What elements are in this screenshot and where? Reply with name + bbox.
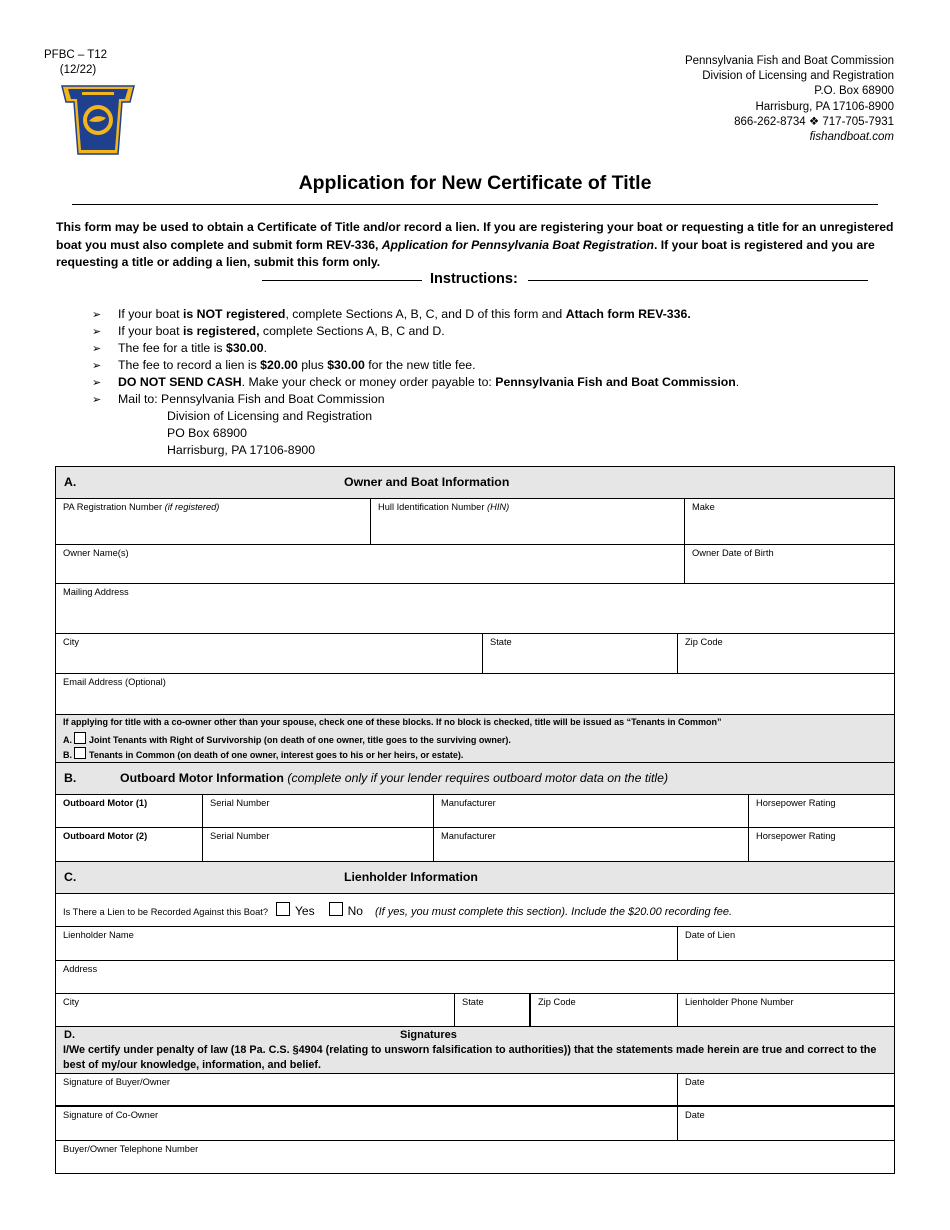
- address-phones: 866-262-8734 ❖ 717-705-7931: [734, 115, 894, 128]
- text: . Make your check or money order payable to:: [241, 375, 496, 389]
- field-label: Date: [685, 1110, 705, 1120]
- section-title: [120, 771, 668, 785]
- coowner-signature-field[interactable]: [56, 1107, 678, 1140]
- text-bold: Attach form REV-336.: [565, 307, 691, 321]
- buyer-telephone-field[interactable]: [56, 1141, 894, 1173]
- coowner-options: [56, 715, 894, 763]
- lien-no-checkbox[interactable]: [329, 902, 343, 916]
- field-label: Manufacturer: [441, 831, 496, 841]
- section-letter: C.: [64, 870, 77, 884]
- mail-line: Harrisburg, PA 17106-8900: [167, 443, 316, 457]
- title-divider: [72, 204, 878, 205]
- form-row: [56, 1107, 894, 1141]
- field-label: Address: [63, 964, 98, 974]
- text-bold: DO NOT SEND CASH: [118, 375, 242, 389]
- field-label: Zip Code: [685, 637, 723, 647]
- field-label: Owner Date of Birth: [692, 548, 774, 558]
- text: complete Sections A, B, C and D.: [259, 324, 445, 338]
- form-row: [56, 634, 894, 674]
- arrow-bullet-icon: ➢: [92, 326, 102, 338]
- section-title: Signatures: [400, 1029, 457, 1041]
- field-label: Serial Number: [210, 798, 270, 808]
- hin-field[interactable]: [371, 499, 685, 544]
- pa-registration-field[interactable]: [56, 499, 371, 544]
- lienholder-city-field[interactable]: [56, 994, 455, 1026]
- section-d-header: [56, 1027, 894, 1074]
- address-website[interactable]: fishandboat.com: [809, 131, 894, 144]
- motor-2-manufacturer-field[interactable]: [434, 828, 749, 861]
- instruction-item: [92, 340, 267, 358]
- field-label: City: [63, 997, 80, 1007]
- field-label: Horsepower Rating: [756, 798, 836, 808]
- lienholder-address-field[interactable]: [56, 961, 894, 993]
- arrow-bullet-icon: ➢: [92, 360, 102, 372]
- text: Mail to: Pennsylvania Fish and Boat Commission: [118, 392, 385, 406]
- field-label: State: [490, 637, 512, 647]
- form-row: [56, 961, 894, 994]
- option-letter: A.: [63, 735, 72, 745]
- address-line-1: Pennsylvania Fish and Boat Commission: [684, 55, 894, 67]
- text-bold: $20.00: [260, 358, 298, 372]
- text-bold: $30.00: [226, 341, 264, 355]
- arrow-bullet-icon: ➢: [92, 377, 102, 389]
- field-label: Make: [692, 502, 715, 512]
- text: The fee for a title is: [118, 341, 226, 355]
- intro-part-1: This form may be used to obtain a Certificate of Title and/or record a lien. If you are registering your boat or requesting a title for an unregistered boat you must also complete and submit form REV-336,: [56, 220, 894, 252]
- form-row: [56, 1141, 894, 1173]
- field-label: [63, 502, 219, 512]
- email-field[interactable]: [56, 674, 894, 714]
- field-label: Signature of Buyer/Owner: [63, 1077, 170, 1087]
- instruction-item: [92, 357, 476, 375]
- instructions-rule-left: [262, 280, 422, 281]
- address-line-2: Division of Licensing and Registration: [702, 70, 894, 83]
- arrow-bullet-icon: ➢: [92, 343, 102, 355]
- lienholder-zip-field[interactable]: [531, 994, 678, 1026]
- form-row: [56, 994, 894, 1027]
- text: .: [735, 375, 740, 389]
- intro-part-2: . If your boat is registered and you are requesting a title or adding a lien, submit this form only.: [56, 237, 875, 269]
- field-label: Signature of Co-Owner: [63, 1110, 159, 1120]
- text: The fee to record a lien is: [118, 358, 261, 372]
- form-row: [56, 1074, 894, 1107]
- coowner-signature-date-field[interactable]: [678, 1107, 894, 1140]
- instructions-rule-right: [528, 280, 868, 281]
- label-text: Hull Identification Number: [378, 502, 488, 512]
- lien-question-row: [56, 894, 894, 927]
- option-label: Tenants in Common (on death of one owner, interest goes to his or her heirs, or estate).: [89, 750, 464, 760]
- coowner-note: If applying for title with a co-owner other than your spouse, check one of these blocks. If no block is checked, title will be issued as “Tenants in Common”: [63, 717, 722, 727]
- owner-dob-field[interactable]: [685, 545, 894, 583]
- lien-date-field[interactable]: [678, 927, 894, 960]
- lienholder-name-field[interactable]: [56, 927, 678, 960]
- field-label: Outboard Motor (1): [63, 798, 148, 808]
- field-label: Mailing Address: [63, 587, 129, 597]
- section-title: Lienholder Information: [344, 870, 478, 884]
- text-bold: is registered,: [182, 324, 260, 338]
- field-label: [378, 502, 509, 512]
- field-label: Date: [685, 1077, 705, 1087]
- form-row: [56, 499, 894, 545]
- mailing-address-field[interactable]: [56, 584, 894, 633]
- section-letter: B.: [64, 771, 77, 785]
- arrow-bullet-icon: ➢: [92, 309, 102, 321]
- text: .: [263, 341, 268, 355]
- mail-line: PO Box 68900: [167, 426, 247, 440]
- motor-1-serial-field[interactable]: [203, 795, 434, 827]
- instruction-item: [92, 306, 691, 324]
- joint-tenants-checkbox[interactable]: [74, 732, 86, 744]
- title-note: (complete only if your lender requires outboard motor data on the title): [287, 771, 669, 785]
- section-a-header: [56, 467, 894, 499]
- certification-statement: I/We certify under penalty of law (18 Pa. C.S. §4904 (relating to unsworn falsification to authorities)) that the statements made herein are true and correct to the best of my/our knowledge, information, and belief.: [63, 1044, 877, 1071]
- form-id-block: [44, 48, 108, 78]
- field-label: Email Address (Optional): [63, 677, 166, 687]
- label-text: PA Registration Number: [63, 502, 165, 512]
- page-title: Application for New Certificate of Title: [298, 172, 652, 194]
- lien-note: (If yes, you must complete this section). Include the $20.00 recording fee.: [374, 906, 733, 918]
- address-line-3: P.O. Box 68900: [814, 85, 894, 98]
- mail-line: Division of Licensing and Registration: [167, 409, 373, 423]
- section-letter: A.: [64, 475, 77, 489]
- instructions-heading: Instructions:: [430, 271, 518, 287]
- text: , complete Sections A, B, C, and D of this form and: [285, 307, 566, 321]
- text: plus: [297, 358, 328, 372]
- section-title: Owner and Boat Information: [344, 475, 510, 489]
- instruction-item: [92, 374, 739, 392]
- motor-row: [56, 795, 894, 828]
- instruction-item: [92, 391, 385, 409]
- text-bold: $30.00: [327, 358, 365, 372]
- field-label: Manufacturer: [441, 798, 496, 808]
- section-letter: D.: [64, 1029, 75, 1041]
- form-date: (12/22): [59, 64, 97, 76]
- instruction-item: [92, 323, 445, 341]
- lienholder-state-field[interactable]: [455, 994, 531, 1026]
- option-label: Joint Tenants with Right of Survivorship (on death of one owner, title goes to the surviving owner).: [89, 735, 511, 745]
- agency-address: [685, 54, 894, 145]
- field-label: City: [63, 637, 80, 647]
- text-bold: Pennsylvania Fish and Boat Commission: [495, 375, 736, 389]
- form-row: [56, 927, 894, 961]
- pfbc-keystone-logo-icon: [60, 80, 136, 156]
- form-row: [56, 674, 894, 715]
- label-note: (HIN): [487, 502, 510, 512]
- label-note: (if registered): [164, 502, 220, 512]
- text: If your boat: [118, 307, 183, 321]
- no-label: No: [347, 904, 363, 918]
- make-field[interactable]: [685, 499, 894, 544]
- field-label: Outboard Motor (2): [63, 831, 148, 841]
- form-row: [56, 584, 894, 634]
- field-label: Lienholder Phone Number: [685, 997, 794, 1007]
- form-id: PFBC – T12: [44, 49, 108, 61]
- section-c-header: [56, 862, 894, 894]
- motor-2-label-cell: [56, 828, 203, 861]
- intro-italic: Application for Pennsylvania Boat Registration: [381, 237, 654, 252]
- buyer-signature-field[interactable]: [56, 1074, 678, 1105]
- question-text: Is There a Lien to be Recorded Against this Boat?: [63, 907, 269, 917]
- title-text: Outboard Motor Information: [120, 771, 288, 785]
- field-label: Horsepower Rating: [756, 831, 836, 841]
- buyer-signature-date-field[interactable]: [678, 1074, 894, 1105]
- section-b-header: [56, 763, 894, 795]
- field-label: Zip Code: [538, 997, 576, 1007]
- intro-paragraph: [56, 219, 898, 272]
- zip-field[interactable]: [678, 634, 894, 673]
- arrow-bullet-icon: ➢: [92, 394, 102, 406]
- motor-row: [56, 828, 894, 862]
- city-field[interactable]: [56, 634, 483, 673]
- address-line-4: Harrisburg, PA 17106-8900: [755, 100, 894, 113]
- motor-2-hp-field[interactable]: [749, 828, 894, 861]
- form-row: [56, 545, 894, 584]
- state-field[interactable]: [483, 634, 678, 673]
- field-label: Date of Lien: [685, 930, 736, 940]
- option-letter: B.: [63, 750, 72, 760]
- motor-1-manufacturer-field[interactable]: [434, 795, 749, 827]
- field-label: State: [462, 997, 484, 1007]
- text: for the new title fee.: [364, 358, 476, 372]
- field-label: Owner Name(s): [63, 548, 129, 558]
- option-a: [63, 732, 511, 745]
- motor-2-serial-field[interactable]: [203, 828, 434, 861]
- field-label: Serial Number: [210, 831, 270, 841]
- lienholder-phone-field[interactable]: [678, 994, 894, 1026]
- field-label: Buyer/Owner Telephone Number: [63, 1144, 199, 1154]
- tenants-in-common-checkbox[interactable]: [74, 747, 86, 759]
- field-label: Lienholder Name: [63, 930, 134, 940]
- motor-1-hp-field[interactable]: [749, 795, 894, 827]
- text: If your boat: [118, 324, 183, 338]
- lien-question: [63, 902, 732, 920]
- text-bold: is NOT registered: [182, 307, 286, 321]
- title-application-form: [55, 466, 895, 1174]
- lien-yes-checkbox[interactable]: [276, 902, 290, 916]
- owner-names-field[interactable]: [56, 545, 685, 583]
- motor-1-label-cell: [56, 795, 203, 827]
- yes-label: Yes: [295, 904, 315, 918]
- option-b: [63, 747, 463, 760]
